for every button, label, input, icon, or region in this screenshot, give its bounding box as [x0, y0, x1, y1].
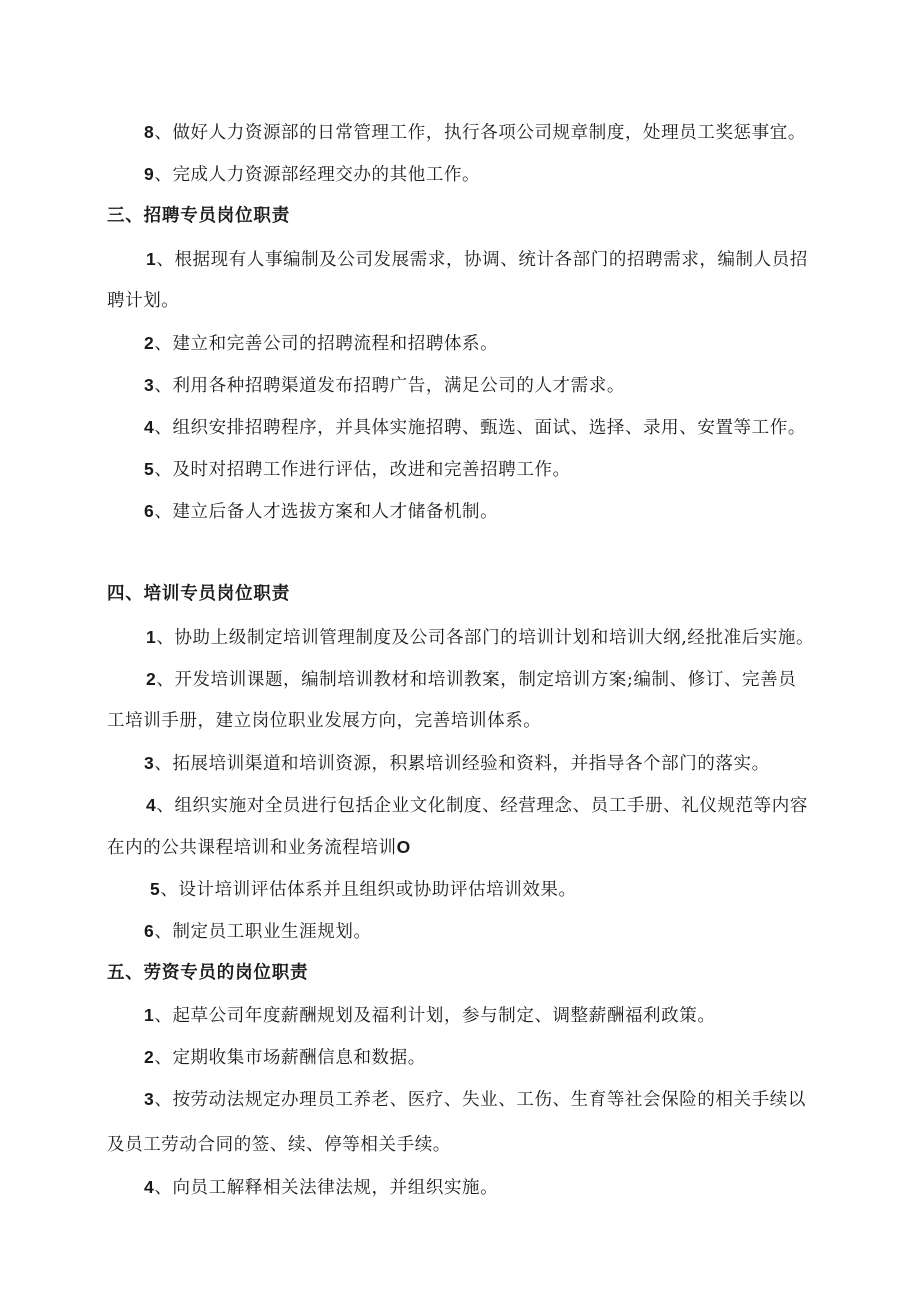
- item-text: 、建立和完善公司的招聘流程和招聘体系。: [154, 334, 499, 354]
- item-recruit-3: [144, 373, 625, 398]
- item-recruit-1: [146, 247, 808, 272]
- item-number: 5: [150, 879, 161, 899]
- item-recruit-5: [144, 457, 571, 482]
- item-number: 6: [144, 501, 155, 521]
- item-number: 2: [146, 669, 157, 689]
- item-train-5: [150, 877, 577, 902]
- item-recruit-4: [144, 415, 806, 440]
- item-comp-2: [144, 1045, 426, 1070]
- item-text: 、完成人力资源部经理交办的其他工作。: [154, 165, 481, 185]
- item-comp-3-cont: 及员工劳动合同的签、续、停等相关手续。: [107, 1135, 451, 1155]
- item-number: 1: [146, 249, 157, 269]
- item-text: 、及时对招聘工作进行评估，改进和完善招聘工作。: [154, 460, 571, 480]
- item-number: 6: [144, 921, 155, 941]
- item-train-2: [146, 667, 796, 692]
- item-train-2-cont: 工培训手册，建立岗位职业发展方向，完善培训体系。: [107, 711, 542, 731]
- item-train-6: [144, 919, 372, 944]
- item-text: 、起草公司年度薪酬规划及福利计划，参与制定、调整薪酬福利政策。: [154, 1006, 716, 1026]
- item-number: 1: [144, 1005, 155, 1025]
- item-hr-8: [144, 120, 806, 145]
- item-number: 2: [144, 1047, 155, 1067]
- item-text: 、开发培训课题，编制培训教材和培训教案，制定培训方案;编制、修订、完善员: [156, 670, 797, 690]
- item-text: 、建立后备人才选拔方案和人才储备机制。: [154, 502, 499, 522]
- item-comp-1: [144, 1003, 715, 1028]
- item-train-4: [146, 793, 808, 818]
- item-number: 3: [144, 753, 155, 773]
- item-text: 、做好人力资源部的日常管理工作，执行各项公司规章制度，处理员工奖惩事宜。: [154, 123, 806, 143]
- item-train-3: [144, 751, 770, 776]
- item-number: 2: [144, 333, 155, 353]
- item-train-4-cont: [107, 835, 411, 860]
- item-text: 、按劳动法规定办理员工养老、医疗、失业、工伤、生育等社会保险的相关手续以: [154, 1090, 806, 1110]
- item-text: 、组织实施对全员进行包括企业文化制度、经营理念、员工手册、礼仪规范等内容: [156, 796, 808, 816]
- item-text: 、组织安排招聘程序，并具体实施招聘、甄选、面试、选择、录用、安置等工作。: [154, 418, 806, 438]
- item-hr-9: [144, 162, 480, 187]
- item-recruit-1-cont: 聘计划。: [107, 291, 180, 311]
- item-number: 9: [144, 164, 155, 184]
- item-comp-3: [144, 1087, 806, 1112]
- item-number: 4: [146, 795, 157, 815]
- section-heading-training: 四、培训专员岗位职责: [107, 584, 290, 604]
- item-number: 8: [144, 122, 155, 142]
- item-text: 、设计培训评估体系并且组织或协助评估培训效果。: [160, 880, 577, 900]
- item-comp-4: [144, 1175, 498, 1200]
- section-heading-recruitment: 三、招聘专员岗位职责: [107, 206, 290, 226]
- item-text: 、定期收集市场薪酬信息和数据。: [154, 1048, 426, 1068]
- item-text: 、拓展培训渠道和培训资源，积累培训经验和资料，并指导各个部门的落实。: [154, 754, 770, 774]
- item-train-1: [146, 625, 814, 650]
- item-text: 、向员工解释相关法律法规，并组织实施。: [154, 1178, 499, 1198]
- item-recruit-6: [144, 499, 498, 524]
- item-number: 4: [144, 417, 155, 437]
- item-text: 、协助上级制定培训管理制度及公司各部门的培训计划和培训大纲,经批准后实施。: [156, 628, 815, 648]
- item-recruit-2: [144, 331, 498, 356]
- item-number: 5: [144, 459, 155, 479]
- item-text: 、制定员工职业生涯规划。: [154, 922, 372, 942]
- item-number: 4: [144, 1177, 155, 1197]
- item-number: 3: [144, 375, 155, 395]
- section-heading-compensation: 五、劳资专员的岗位职责: [107, 963, 309, 983]
- item-number: 1: [146, 627, 157, 647]
- item-text: 、利用各种招聘渠道发布招聘广告，满足公司的人才需求。: [154, 376, 625, 396]
- item-tail: O: [396, 837, 411, 857]
- item-text: 、根据现有人事编制及公司发展需求，协调、统计各部门的招聘需求，编制人员招: [156, 250, 808, 270]
- item-number: 3: [144, 1089, 155, 1109]
- item-text: 在内的公共课程培训和业务流程培训: [107, 838, 397, 858]
